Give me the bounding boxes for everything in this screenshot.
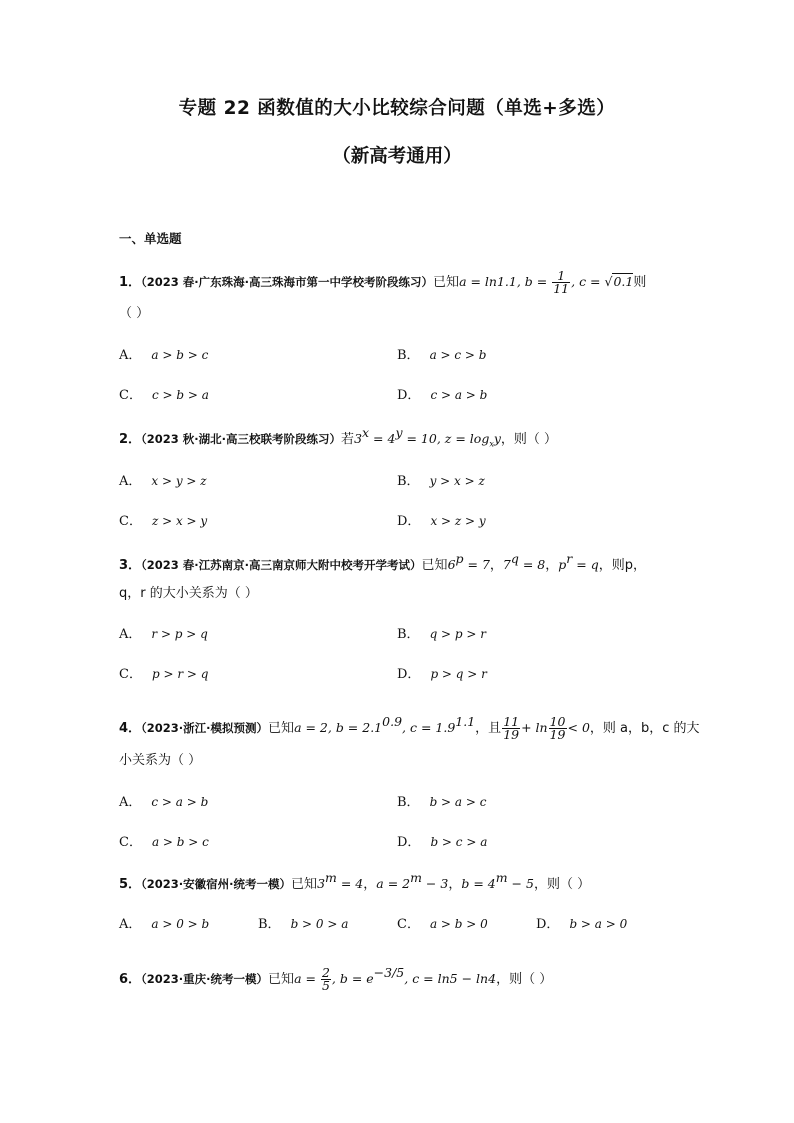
option-c[interactable]: C． a > b > c — [119, 835, 209, 850]
question-source: （2023 秋·湖北·高三校联考阶段练习） — [141, 432, 342, 446]
section-heading: 一、单选题 — [119, 231, 182, 246]
question-2-stem: 2．（2023 秋·湖北·高三校联考阶段练习）若$3^x = 4^y = 10$, $z = \log_xy$，则（ ） — [119, 425, 558, 449]
question-number: 5． — [119, 877, 142, 892]
option-c[interactable]: C． a > b > 0 — [397, 917, 488, 932]
question-6-stem: 6．（2023·重庆·统考一模）已知a = $\frac{2}{5}$ , $b = e^{-3/5}$, c = ln5 − ln4，则（ ） — [119, 965, 553, 993]
question-1-paren: （ ） — [119, 306, 150, 321]
question-3-stem: 3．（2023 春·江苏南京·高三南京师大附中校考开学考试）已知$6^p = 7$，$7^q = 8$，$p^r = q$，则p， — [119, 551, 646, 573]
option-a[interactable]: A． a > b > c — [119, 348, 209, 363]
option-b[interactable]: B． y > x > z — [397, 474, 485, 489]
option-b[interactable]: B． b > 0 > a — [258, 917, 349, 932]
question-source: （2023·安徽宿州·统考一模） — [141, 877, 292, 891]
question-number: 4． — [119, 721, 142, 736]
page-subtitle: （新高考通用） — [332, 146, 462, 167]
option-b[interactable]: B． a > c > b — [397, 348, 487, 363]
option-b[interactable]: B． b > a > c — [397, 795, 487, 810]
option-c[interactable]: C． c > b > a — [119, 388, 209, 403]
question-source: （2023·重庆·统考一模） — [141, 972, 269, 986]
page-title: 专题 22 函数值的大小比较综合问题（单选+多选） — [178, 98, 616, 119]
option-a[interactable]: A． r > p > q — [119, 627, 208, 642]
fraction: $\frac{11}{19}$ — [503, 714, 520, 742]
option-a[interactable]: A． c > a > b — [119, 795, 209, 810]
option-c[interactable]: C． p > r > q — [119, 667, 209, 682]
question-number: 1． — [119, 275, 142, 290]
question-source: （2023·浙江·模拟预测） — [141, 721, 269, 735]
option-d[interactable]: D． b > c > a — [397, 835, 488, 850]
fraction: $\frac{2}{5}$ — [321, 965, 330, 993]
question-5-stem: 5．（2023·安徽宿州·统考一模）已知$3^m = 4$，$a = 2^m - 3$，$b = 4^m - 5$，则（ ） — [119, 870, 591, 892]
option-d[interactable]: D． c > a > b — [397, 388, 488, 403]
fraction: $\frac{1}{11}$ — [553, 268, 570, 296]
option-d[interactable]: D． b > a > 0 — [536, 917, 628, 932]
option-d[interactable]: D． p > q > r — [397, 667, 487, 682]
fraction: $\frac{10}{19}$ — [549, 714, 566, 742]
option-d[interactable]: D． x > z > y — [397, 514, 486, 529]
option-b[interactable]: B． q > p > r — [397, 627, 487, 642]
question-1-stem: 1．（2023 春·广东珠海·高三珠海市第一中学校考阶段练习）已知a = ln1.1, b = $\frac{1}{11}$ , c = √0.1则 — [119, 268, 647, 296]
question-3-stem-cont: q，r 的大小关系为（ ） — [119, 586, 258, 601]
question-number: 2． — [119, 432, 142, 447]
question-4-stem-cont: 小关系为（ ） — [119, 753, 202, 768]
question-4-stem: 4．（2023·浙江·模拟预测）已知a = 2, $b = 2.1^{0.9}$, $c = 1.9^{1.1}$，且 $\frac{11}{19}$ + ln $\frac{10}{19}$ < 0，则 a，b，c 的大 — [119, 714, 700, 742]
question-source: （2023 春·广东珠海·高三珠海市第一中学校考阶段练习） — [141, 275, 434, 289]
question-source: （2023 春·江苏南京·高三南京师大附中校考开学考试） — [141, 558, 422, 572]
question-number: 6． — [119, 972, 142, 987]
question-number: 3． — [119, 558, 142, 573]
option-a[interactable]: A． x > y > z — [119, 474, 207, 489]
option-a[interactable]: A． a > 0 > b — [119, 917, 210, 932]
option-c[interactable]: C． z > x > y — [119, 514, 208, 529]
